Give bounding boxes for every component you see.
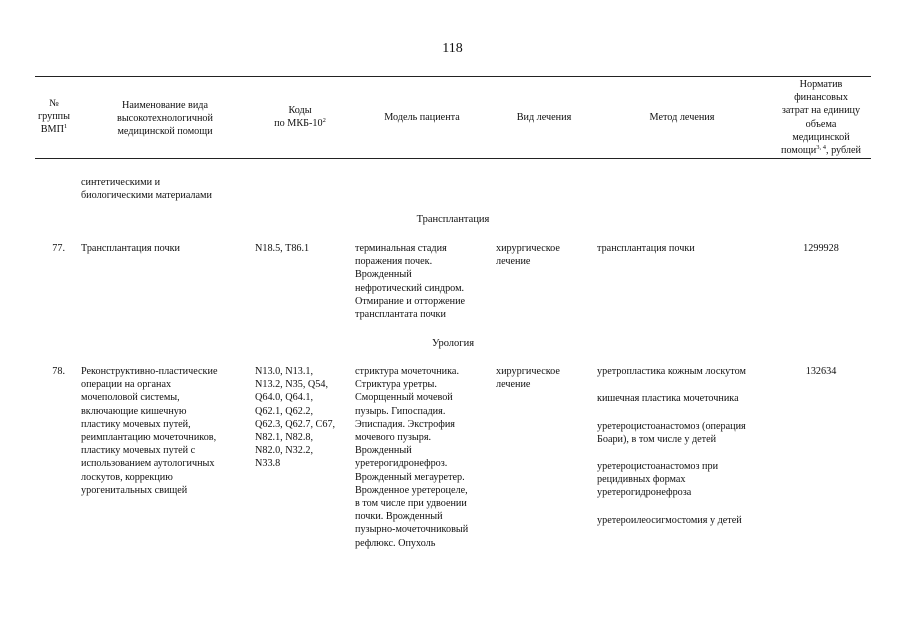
cost-norm: 1299928 — [803, 243, 839, 254]
header-group-number: № группы ВМП$^1$ — [38, 98, 70, 136]
treatment-type: хирургическое лечение — [496, 243, 560, 268]
care-type-name: Трансплантация почки — [81, 243, 180, 254]
cost-norm: 132634 — [805, 366, 837, 377]
treatment-method: уретероцистоанастомоз при рецидивных формах уретерогидронефроза — [597, 461, 719, 499]
row-number: 77. — [52, 243, 65, 254]
treatment-method: уретропластика кожным лоскутом — [597, 366, 746, 377]
patient-model: стриктура мочеточника. Стриктура уретры. Сморщенный мочевой пузырь. Гипоспадия. Эписпадия. Экстрофия мочевого пузыря. Врожденный уретерогидронефроз. Врожденный мегауретер. Врожденное уретероцеле, в том числе при удвоении почки. Врожденный пузырно-мочеточниковый рефлюкс. Опухоль — [355, 366, 469, 549]
row-number: 78. — [52, 366, 65, 377]
page-number: 118 — [442, 41, 463, 56]
treatment-method: уретероилеосигмостомия у детей — [597, 515, 742, 526]
icd-codes: N18.5, T86.1 — [255, 243, 310, 254]
header-top-rule — [35, 76, 871, 77]
section-title-transplantation: Трансплантация — [416, 214, 490, 225]
header-bottom-rule — [35, 158, 871, 159]
header-treatment-type: Вид лечения — [516, 112, 572, 123]
treatment-method: кишечная пластика мочеточника — [597, 393, 739, 404]
continuation-text: синтетическими и биологическими материалами — [81, 177, 212, 202]
care-type-name: Реконструктивно-пластические операции на органах мочеполовой системы, включающие кишечную пластику мочевых путей, реимплантацию мочеточников, пластику мочевых путей с использованием аутологичных лоскутов, коррекцию урогенитальных свищей — [81, 366, 218, 496]
section-title-urology: Урология — [431, 338, 475, 349]
treatment-type: хирургическое лечение — [496, 366, 560, 391]
header-icd-codes: Коды по МКБ-$10^2$ — [274, 105, 326, 130]
treatment-method: трансплантация почки — [597, 243, 695, 254]
header-patient-model: Модель пациента — [384, 112, 460, 123]
header-care-type-name: Наименование вида высокотехнологичной медицинской помощи — [117, 100, 213, 138]
header-cost-norm: Норматив финансовых затрат на единицу объема медицинской помощи$^{3, 4}$, рублей — [781, 79, 861, 157]
icd-codes: N13.0, N13.1, N13.2, N35, Q54, Q64.0, Q64.1, Q62.1, Q62.2, Q62.3, Q62.7, C67, N82.1, N82.8, N82.0, N32.2, N33.8 — [255, 366, 336, 470]
patient-model: терминальная стадия поражения почек. Врожденный нефротический синдром. Отмирание и отторжение трансплантата почки — [355, 243, 466, 321]
header-treatment-method: Метод лечения — [649, 112, 715, 123]
treatment-method: уретероцистоанастомоз (операция Боари), в том числе у детей — [597, 421, 746, 446]
